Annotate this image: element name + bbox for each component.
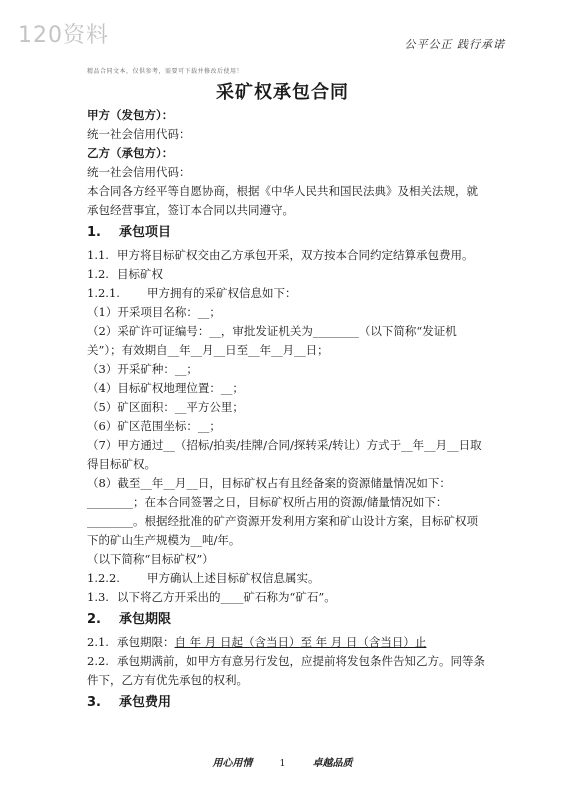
clause-text: 甲方将目标矿权交由乙方承包开采，双方按本合同约定结算承包费用。 [117,248,474,262]
intro-paragraph: 本合同各方经平等自愿协商，根据《中华人民共和国民法典》及相关法规，就承包经营事宜，签订本合同以共同遵守。 [87,184,478,217]
page-number: 1 [279,759,286,769]
alias-note: （以下简称“目标矿权”） [87,552,214,566]
list-item: （1）开采项目名称：__； [87,305,221,319]
notice-text: 精品合同文本，仅供参考，需要可下载并修改后使用！ [87,68,244,75]
party-a-label: 甲方（发包方）： [87,108,174,122]
party-b-label: 乙方（承包方）： [87,146,174,160]
document-title: 采矿权承包合同 [216,82,349,103]
term-period: 自 年 月 日起（含当日）至 年 月 日（含当日）止 [174,635,427,649]
page-footer [0,754,565,769]
list-item: （6）矿区范围坐标：__； [87,419,221,433]
clause-text: 以下将乙方开采出的____矿石称为“矿石”。 [117,590,336,604]
section-3-heading [87,692,487,714]
document-body [87,106,487,716]
clause-text: 甲方拥有的采矿权信息如下： [147,286,297,300]
clause-2-2 [87,652,487,690]
list-item: （2）采矿许可证编号：__，审批发证机关为________（以下简称“发证机关”）；有效期自__年__月__日至__年__月__日； [87,324,457,357]
section-1-heading [87,222,487,244]
clause-number: 1.2.1. [87,286,120,300]
clause-number: 2.2. [87,654,109,668]
clause-number: 2.1. [87,635,109,649]
section-title: 承包期限 [119,612,172,627]
section-number: 1. [87,225,101,240]
header-slogan: 公平公正 践行承诺 [404,38,505,51]
clause-number: 1.1. [87,248,109,262]
clause-text: 承包期满前，如甲方有意另行发包，应提前将发包条件告知乙方。同等条件下，乙方有优先承包的权利。 [87,654,485,687]
section-number: 2. [87,612,101,627]
list-item: （3）开采矿种：__； [87,362,198,376]
clause-2-1 [87,633,487,652]
section-title: 承包费用 [119,695,172,710]
clause-number: 1.2.2. [87,571,120,585]
section-title: 承包项目 [119,225,172,240]
watermark: 120资料 [18,23,109,48]
section-2-heading [87,609,487,631]
clause-1-3 [87,588,487,607]
clause-1-2-2 [87,569,487,588]
list-item: （5）矿区面积：__平方公里； [87,400,244,414]
list-item: （4）目标矿权地理位置：__； [87,381,244,395]
section-number: 3. [87,695,101,710]
footer-left-slogan: 用心用情 [212,758,253,769]
party-a-credit-code: 统一社会信用代码： [87,127,191,141]
clause-text: 目标矿权 [117,267,163,281]
clause-number: 1.2. [87,267,109,281]
clause-label: 承包期限： [117,635,175,649]
clause-1-2-1 [87,284,487,303]
clause-text: 甲方确认上述目标矿权信息属实。 [147,571,320,585]
clause-1-2 [87,265,487,284]
list-item: （8）截至__年__月__日，目标矿权占有且经备案的资源储量情况如下：________；在本合同签署之日，目标矿权所占用的资源/储量情况如下：________。根据经批准的矿产资源开发利用方案和矿山设计方案，目标矿权项下的矿山生产规模为__吨/年。 [87,476,478,547]
party-b-credit-code: 统一社会信用代码： [87,165,191,179]
clause-number: 1.3. [87,590,109,604]
list-item: （7）甲方通过__（招标/拍卖/挂牌/合同/探转采/转让）方式于__年__月__日取得目标矿权。 [87,438,482,471]
clause-1-1 [87,246,487,265]
footer-right-slogan: 卓越品质 [312,758,353,769]
